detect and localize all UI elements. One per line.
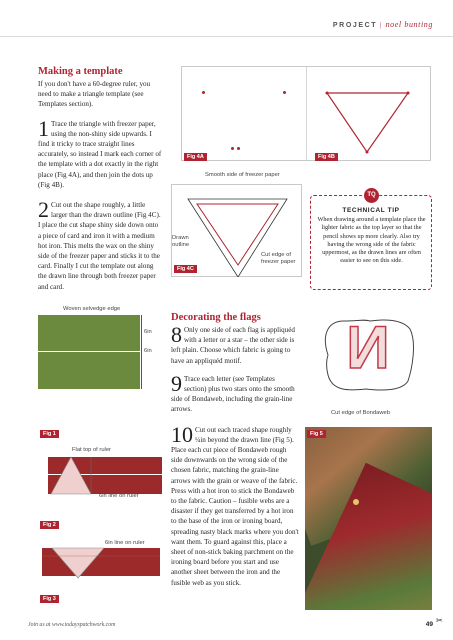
letter-n-glyph: N (346, 314, 390, 381)
fabric-strip-top (38, 315, 140, 351)
step-1-text: Trace the triangle with freezer paper, using the non-shiny side upwards. I find it tricky to trace straight lines accurately, so instead I mark each corner of the template with a dot exactly in the right place (Fig 4A), and then join the dots up (Fig 4B). (38, 119, 162, 189)
tq-badge-icon: TQ (364, 188, 379, 203)
flags-column (171, 312, 299, 588)
step-10 (171, 421, 299, 588)
step-10-text: Cut out each traced shape roughly ¼in beyond the drawn line (Fig 5). Place each cut piece of Bondaweb rough side downwards on the wrong side of the chosen fabric, matching the grain-line arrows with the grain or weave of the fabric. Press with a hot iron to stick the Bondaweb to the fabric. Caution – fusible webs are a disaster if they get transferred by a hot iron to the base of the iron or ironing board, spreading nasty black marks where you don't want them. To guard against this, place a sheet of non-stick baking parchment on the ironing board before you start and use another sheet between the iron and the fusible web as you stick. (171, 425, 299, 587)
step-1-number: 1 (38, 115, 49, 141)
joined-triangle (307, 67, 431, 160)
corner-dot (283, 91, 286, 94)
step-2 (38, 197, 162, 292)
step-10-number: 10 (171, 421, 193, 447)
fig-1-label: Fig 1 (40, 430, 59, 438)
running-header (333, 20, 433, 29)
measure-line (141, 315, 142, 389)
fig-4b-label: Fig 4B (315, 153, 338, 161)
fig-4a-label: Fig 4A (184, 153, 207, 161)
step-9 (171, 370, 299, 415)
fig-2-label: Fig 2 (40, 521, 59, 529)
woven-selvedge-caption: Woven selvedge edge (63, 306, 121, 312)
step-9-text: Trace each letter (see Templates section) plus two stars onto the smooth side of Bondaweb, including the grain-line arrows. (171, 374, 295, 414)
technical-tip-box (310, 192, 432, 290)
fig-5-label: Fig 5 (307, 430, 326, 438)
step-2-text: Cut out the shape roughly, a little larger than the drawn outline (Fig 4C). I place the cut shape shiny side down onto a piece of card and iron it with a medium hot iron. This melts the wax on the shiny side of the freezer paper and sticks it to the card. Finally I cut the template out along the drawn line through both freezer paper and card. (38, 201, 161, 291)
tip-title: TECHNICAL TIP (342, 207, 400, 214)
cut-edge-caption: Cut edge of freezer paper (261, 252, 296, 265)
template-column (38, 66, 162, 292)
corner-dot (237, 147, 240, 150)
fig-2-diagram (38, 546, 168, 586)
step-2-number: 2 (38, 197, 49, 223)
header-name: noel bunting (385, 20, 433, 29)
button-decoration (353, 499, 359, 505)
fig-4a-4b-panel (181, 66, 431, 161)
six-line-caption-1: 6in line on ruler (99, 493, 139, 499)
fig-3-label: Fig 3 (40, 595, 59, 603)
drawn-outline-caption: Drawn outline (172, 235, 190, 248)
step-8 (171, 322, 299, 366)
scissors-icon: ✂ (436, 616, 443, 625)
header-project: PROJECT (332, 22, 378, 29)
page-number: 49 (425, 621, 433, 628)
fig-5-photo (305, 427, 432, 610)
fig-4c-label: Fig 4C (174, 265, 197, 273)
section-title-template: Making a template (38, 66, 123, 77)
template-intro: If you don't have a 60-degree ruler, you need to make a triangle template (see Templates section). (38, 80, 151, 109)
header-separator: | (380, 21, 383, 29)
six-line-caption-2: 6in line on ruler (105, 540, 145, 546)
step-1 (38, 115, 162, 190)
corner-dot (231, 147, 234, 150)
flat-top-caption: Flat top of ruler (72, 447, 111, 453)
footer-website: Join us at www.todayspatchwork.com (28, 622, 116, 628)
fabric-strip-diagram (38, 315, 164, 397)
tip-text: When drawing around a template place the lighter fabric as the top layer so that the pencil shows up more clearly. Also try having the wrong side of the fabric uppermost, as the drawn lines are often easier to see on this side. (317, 216, 426, 265)
step-8-text: Only one side of each flag is appliquéd with a letter or a star – the other side is left plain. Choose which fabric is going to have an appliquéd motif. (171, 326, 295, 365)
cut-edge-bondaweb-caption: Cut edge of Bondaweb (331, 410, 390, 416)
header-rule (0, 36, 453, 37)
six-in-label-1: 6in (144, 329, 152, 335)
fabric-strip-bottom (38, 352, 140, 389)
smooth-side-caption: Smooth side of freezer paper (205, 172, 280, 178)
step-8-number: 8 (171, 322, 182, 347)
corner-dot (202, 91, 205, 94)
section-title-flags: Decorating the flags (171, 312, 261, 323)
step-9-number: 9 (171, 370, 182, 396)
six-in-label-2: 6in (144, 348, 152, 354)
